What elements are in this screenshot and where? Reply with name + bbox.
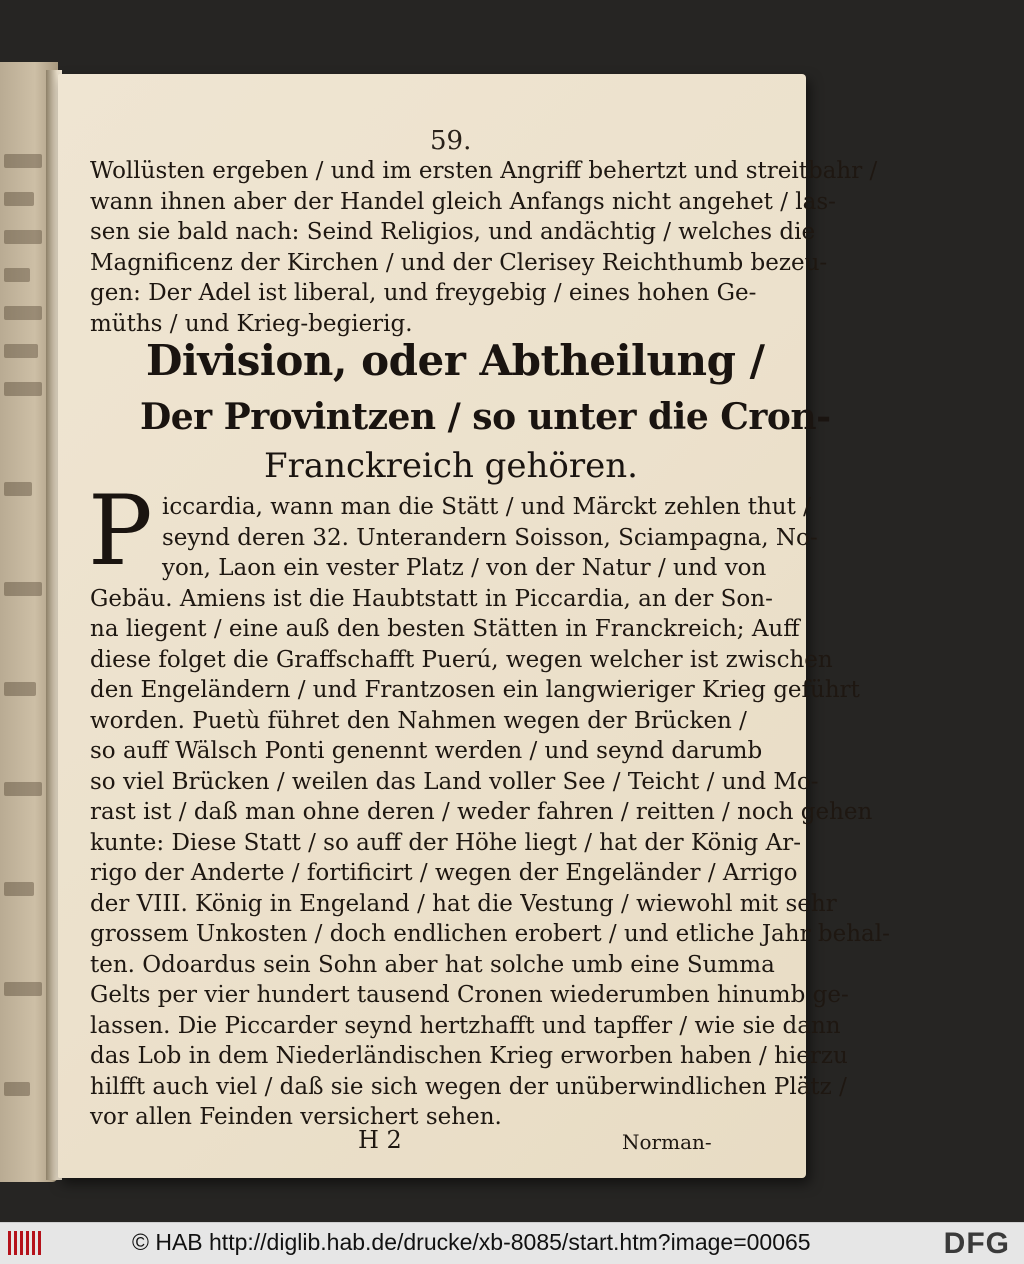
text-line: müths / und Krieg-begierig. [90,310,413,337]
text-line: Magnificenz der Kirchen / und der Clerisey Reichthumb bezeu- [90,249,828,276]
text-line: kunte: Diese Statt / so auff der Höhe liegt / hat der König Ar- [90,829,801,856]
text-line: rast ist / daß man ohne deren / weder fahren / reitten / noch gehen [90,799,873,825]
catchword: Norman- [622,1130,712,1154]
text-line: den Engeländern / und Frantzosen ein langwieriger Krieg geführt [90,677,860,703]
text-line: na liegent / eine auß den besten Stätten in Franckreich; Auff [90,616,800,642]
text-line: so auff Wälsch Ponti genennt werden / und seynd darumb [90,738,763,764]
signature-mark: H 2 [358,1126,402,1154]
text-line: der VIII. König in Engeland / hat die Vestung / wiewohl mit sehr [90,890,837,917]
page-number: 59. [430,126,472,156]
paragraph-intro [90,156,878,339]
text-line: worden. Puetù führet den Nahmen wegen der Brücken / [90,707,747,734]
text-line: diese folget die Graffschafft Puerú, wegen welcher ist zwischen [90,646,833,673]
text-line: das Lob in dem Niederländischen Krieg erworben haben / hierzu [90,1043,848,1069]
text-line: Gebäu. Amiens ist die Haubtstatt in Piccardia, an der Son- [90,585,773,612]
text-line: hilfft auch viel / daß sie sich wegen der unüberwindlichen Plätz / [90,1073,847,1100]
text-line: so viel Brücken / weilen das Land voller See / Teicht / und Mo- [90,768,819,795]
text-line: yon, Laon ein vester Platz / von der Natur / und von [162,555,767,581]
text-line: iccardia, wann man die Stätt / und Märckt zehlen thut / [162,494,811,520]
drop-cap: P [88,475,153,587]
source-credit-link[interactable]: © HAB http://diglib.hab.de/drucke/xb-8085/start.htm?image=00065 [132,1229,811,1255]
section-heading-line3: Franckreich gehören. [264,446,638,486]
footer-bar [0,1222,1024,1264]
hab-logo-icon [8,1231,48,1255]
text-line: ten. Odoardus sein Sohn aber hat solche umb eine Summa [90,951,775,978]
section-heading-line2: Der Provintzen / so unter die Cron- [140,396,831,438]
paragraph-piccardia [90,492,890,1133]
text-line: Gelts per vier hundert tausend Cronen wiederumben hinumb ge- [90,982,849,1008]
text-line: gen: Der Adel ist liberal, und freygebig / eines hohen Ge- [90,280,757,306]
text-line: vor allen Feinden versichert sehen. [90,1104,502,1130]
section-heading-line1: Division, oder Abtheilung / [146,336,765,385]
text-line: grossem Unkosten / doch endlichen erobert / und etliche Jahr behal- [90,921,890,947]
dfg-logo: DFG [943,1227,1010,1260]
book-page [58,74,890,1178]
text-line: seynd deren 32. Unterandern Soisson, Sciampagna, No- [162,524,818,551]
text-line: lassen. Die Piccarder seynd hertzhafft und tapffer / wie sie dann [90,1012,841,1039]
text-line: Wollüsten ergeben / und im ersten Angriff behertzt und streitbahr / [90,158,878,184]
text-line: sen sie bald nach: Seind Religios, und andächtig / welches die [90,219,816,245]
text-line: rigo der Anderte / fortificirt / wegen der Engeländer / Arrigo [90,860,798,886]
text-line: wann ihnen aber der Handel gleich Anfangs nicht angehet / las- [90,188,836,215]
